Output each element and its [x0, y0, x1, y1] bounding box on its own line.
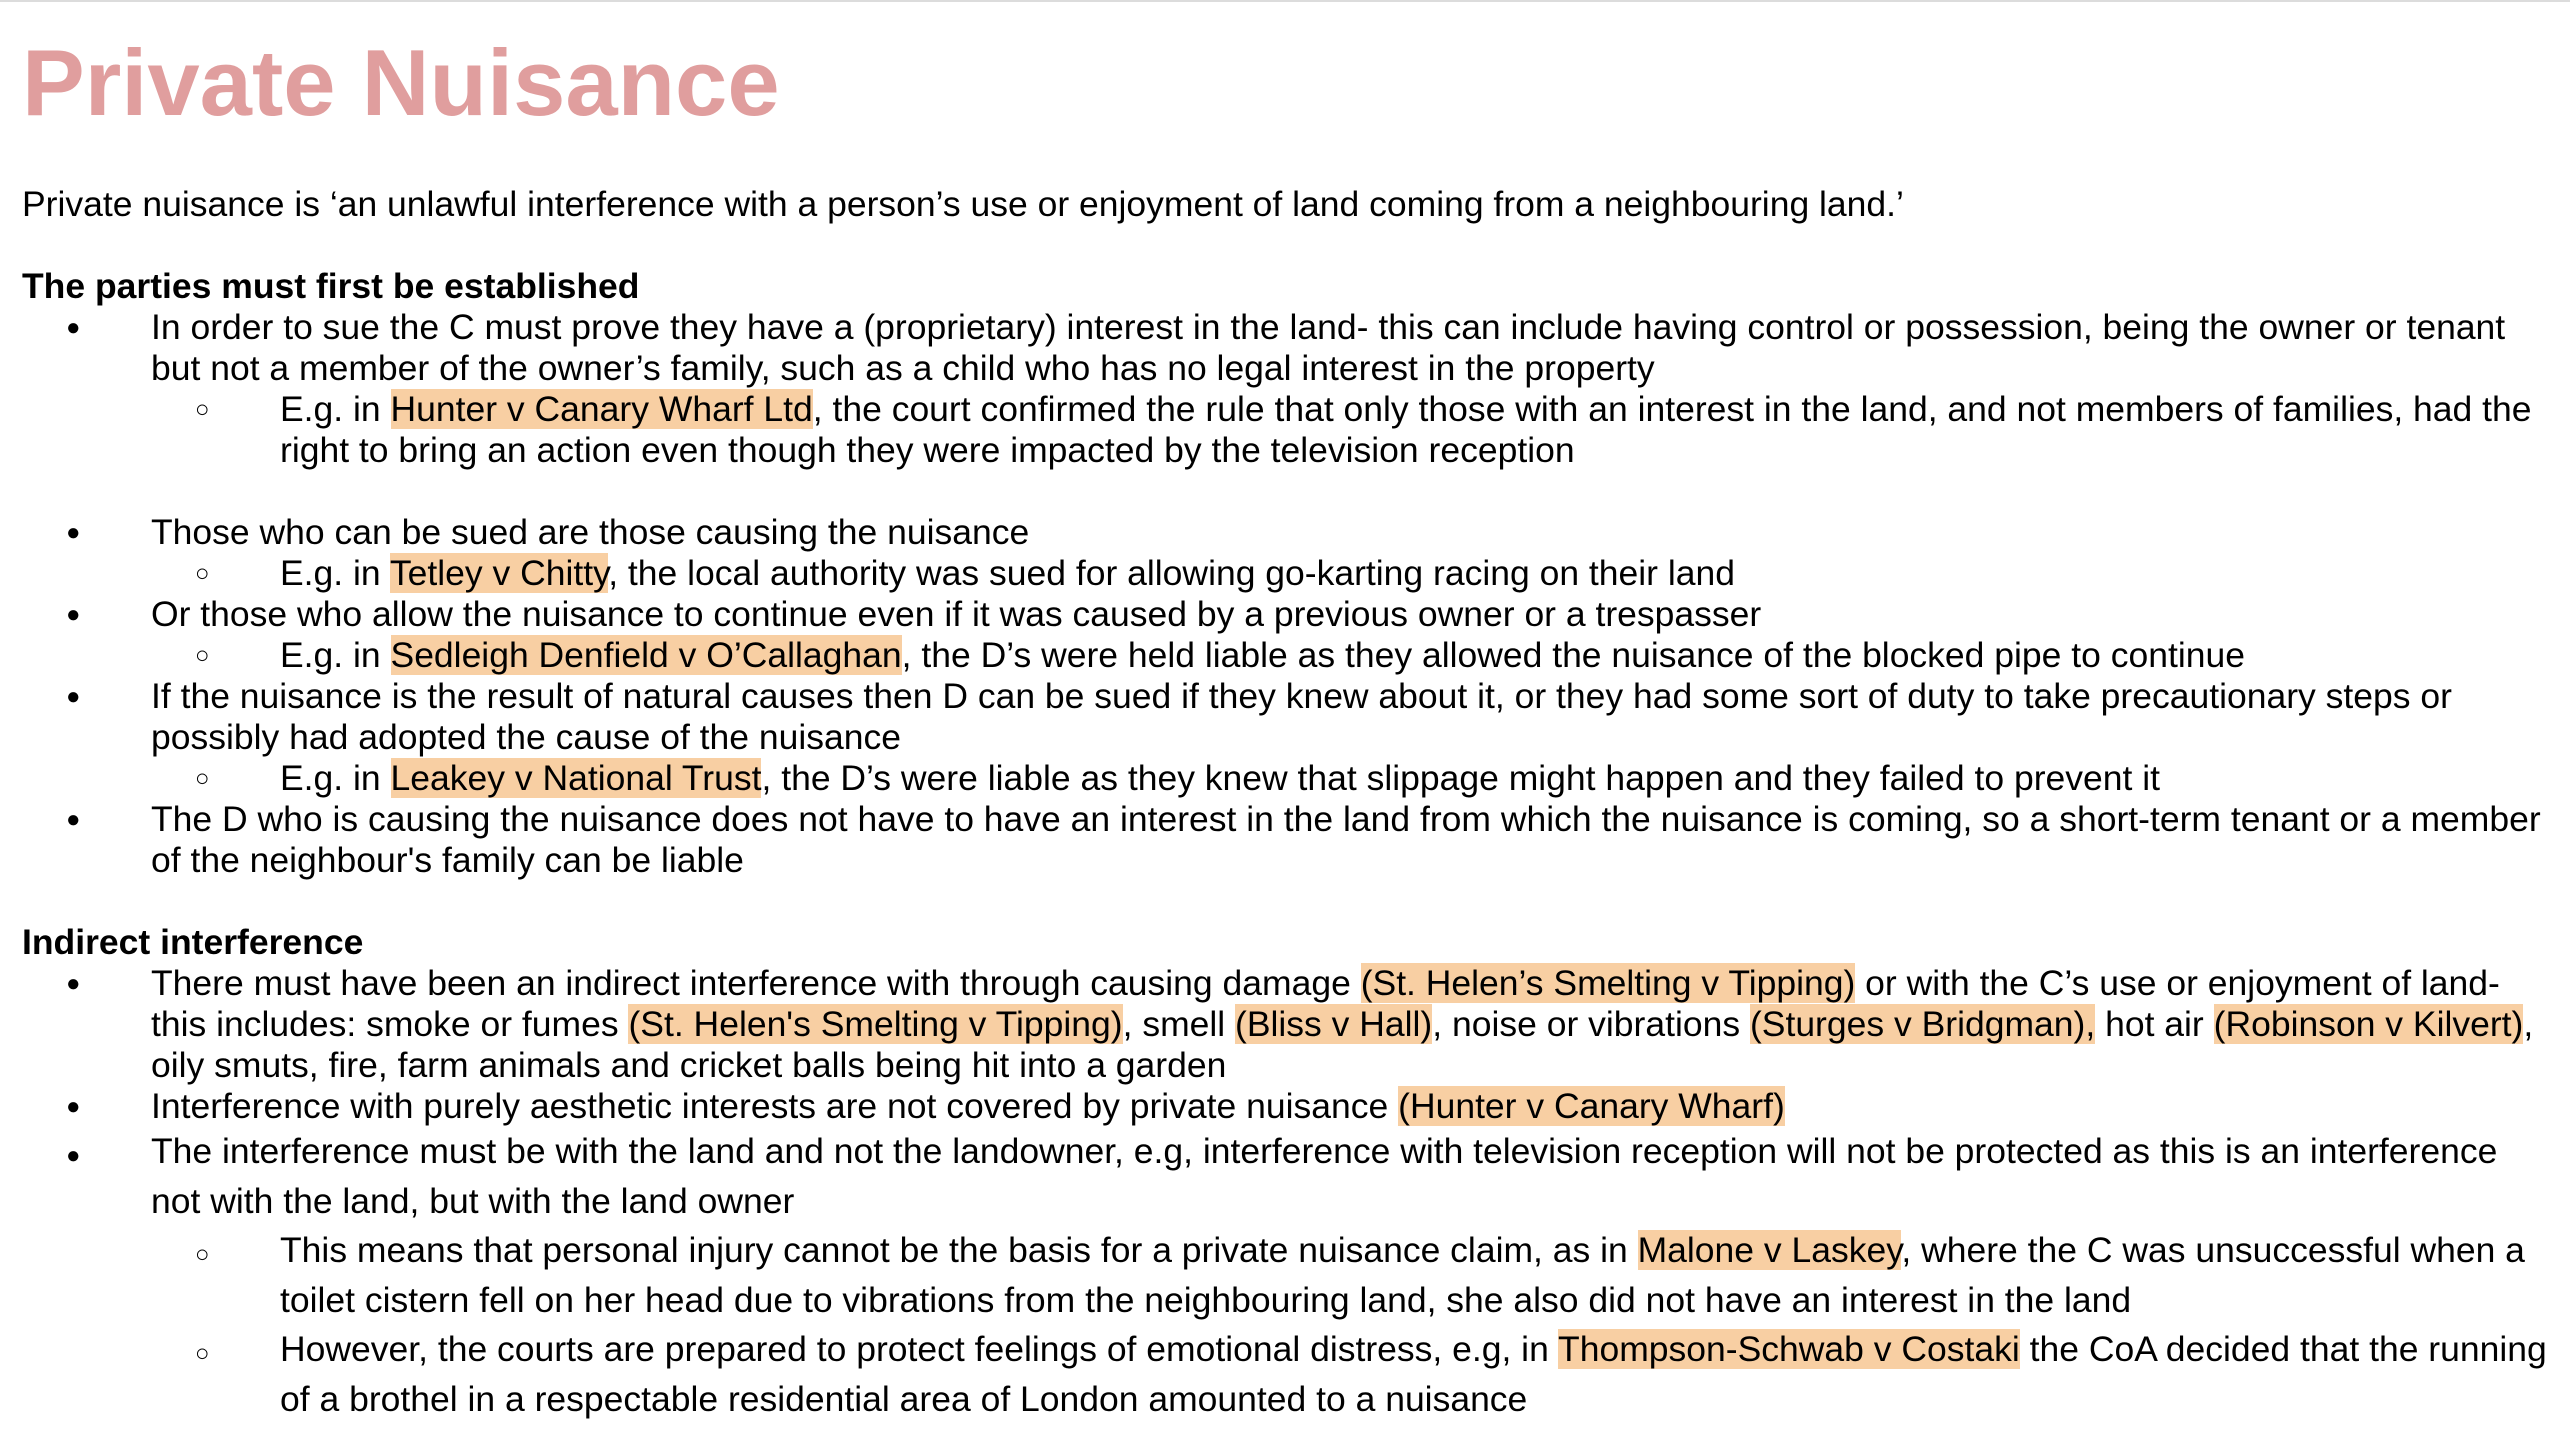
bullet-text: Those who can be sued are those causing the nuisance: [151, 512, 1030, 552]
sub-bullet-list: [151, 1226, 2552, 1424]
bullet-text: If the nuisance is the result of natural causes then D can be sued if they knew about it, or they had some sort of duty to take precautionary steps or possibly had adopted the cause of the nuisance: [151, 676, 2452, 757]
page-title: Private Nuisance: [22, 30, 780, 135]
case-highlight: (Hunter v Canary Wharf): [1398, 1086, 1785, 1126]
sub-bullet-list: [151, 758, 2552, 799]
indirect-bullet-list: [22, 963, 2552, 1127]
intro-paragraph: Private nuisance is ‘an unlawful interference with a person’s use or enjoyment of land coming from a neighbouring land.’: [22, 184, 1904, 224]
list-item: [22, 307, 2552, 471]
blank-line: [22, 881, 2552, 922]
list-item: [22, 594, 2552, 676]
bullet-text: Or those who allow the nuisance to continue even if it was caused by a previous owner or a trespasser: [151, 594, 1762, 634]
case-highlight: (Robinson v Kilvert): [2213, 1004, 2524, 1044]
sub-list-item: ○ E.g. in Tetley v Chitty, the local authority was sued for allowing go-karting racing on their land: [151, 553, 2552, 594]
case-highlight: (Bliss v Hall): [1235, 1004, 1433, 1044]
sub-list-item: ○ E.g. in Leakey v National Trust, the D’s were liable as they knew that slippage might happen and they failed to prevent it: [151, 758, 2552, 799]
case-highlight: Hunter v Canary Wharf Ltd: [390, 389, 813, 429]
sub-list-item: ○ However, the courts are prepared to protect feelings of emotional distress, e.g, in Thompson-Schwab v Costaki the CoA decided that the running of a brothel in a respectable residential area of London amounted to a nuisance: [151, 1325, 2552, 1424]
sub-list-item: ○ E.g. in Sedleigh Denfield v O’Callaghan, the D’s were held liable as they allowed the nuisance of the blocked pipe to continue: [151, 635, 2552, 676]
case-highlight: Leakey v National Trust: [390, 758, 762, 798]
parties-bullet-list-continued: [22, 512, 2552, 881]
list-item: [22, 1127, 2552, 1424]
indirect-bullet-list-continued: [22, 1127, 2552, 1424]
blank-line: [22, 471, 2552, 512]
sub-bullet-list: [151, 389, 2552, 471]
list-item: [22, 799, 2552, 881]
bullet-text: The D who is causing the nuisance does not have to have an interest in the land from which the nuisance is coming, so a short-term tenant or a member of the neighbour's family can be liable: [151, 799, 2541, 880]
parties-bullet-list: [22, 307, 2552, 471]
bullet-text: In order to sue the C must prove they have a (proprietary) interest in the land- this can include having control or possession, being the owner or tenant but not a member of the owner’s family, such as a child who has no legal interest in the property: [151, 307, 2506, 388]
case-highlight: (Sturges v Bridgman),: [1749, 1004, 2096, 1044]
list-item: [22, 676, 2552, 799]
section-heading-indirect: Indirect interference: [22, 922, 364, 962]
list-item: [22, 512, 2552, 594]
list-item: ● There must have been an indirect interference with through causing damage (St. Helen’s Smelting v Tipping) or with the C’s use or enjoyment of land- this includes: smoke or fumes (St. Helen's Smelting v Tipping), smell (Bliss v Hall), noise or vibrations (Sturges v Bridgman), hot air (Robinson v Kilvert), oily smuts, fire, farm animals and cricket balls being hit into a garden: [22, 963, 2552, 1086]
section-heading-parties: The parties must first be established: [22, 266, 640, 306]
case-highlight: (St. Helen’s Smelting v Tipping): [1360, 963, 1856, 1003]
bullet-text: The interference must be with the land and not the landowner, e.g, interference with television reception will not be protected as this is an interference not with the land, but with the land owner: [151, 1131, 2498, 1221]
list-item: ● Interference with purely aesthetic interests are not covered by private nuisance (Hunter v Canary Wharf): [22, 1086, 2552, 1127]
case-highlight: Sedleigh Denfield v O’Callaghan: [390, 635, 902, 675]
sub-list-item: ○ E.g. in Hunter v Canary Wharf Ltd, the court confirmed the rule that only those with an interest in the land, and not members of families, had the right to bring an action even though they were impacted by the television reception: [151, 389, 2552, 471]
case-highlight: (St. Helen's Smelting v Tipping): [628, 1004, 1123, 1044]
sub-bullet-list: [151, 635, 2552, 676]
case-highlight: Malone v Laskey: [1637, 1230, 1902, 1270]
case-highlight: Tetley v Chitty: [389, 553, 609, 593]
sub-list-item: ○ This means that personal injury cannot be the basis for a private nuisance claim, as in Malone v Laskey, where the C was unsuccessful when a toilet cistern fell on her head due to vibrations from the neighbouring land, she also did not have an interest in the land: [151, 1226, 2552, 1325]
sub-bullet-list: [151, 553, 2552, 594]
case-highlight: Thompson-Schwab v Costaki: [1558, 1329, 2020, 1369]
blank-line: [22, 225, 2552, 266]
document-body: [22, 184, 2552, 1424]
